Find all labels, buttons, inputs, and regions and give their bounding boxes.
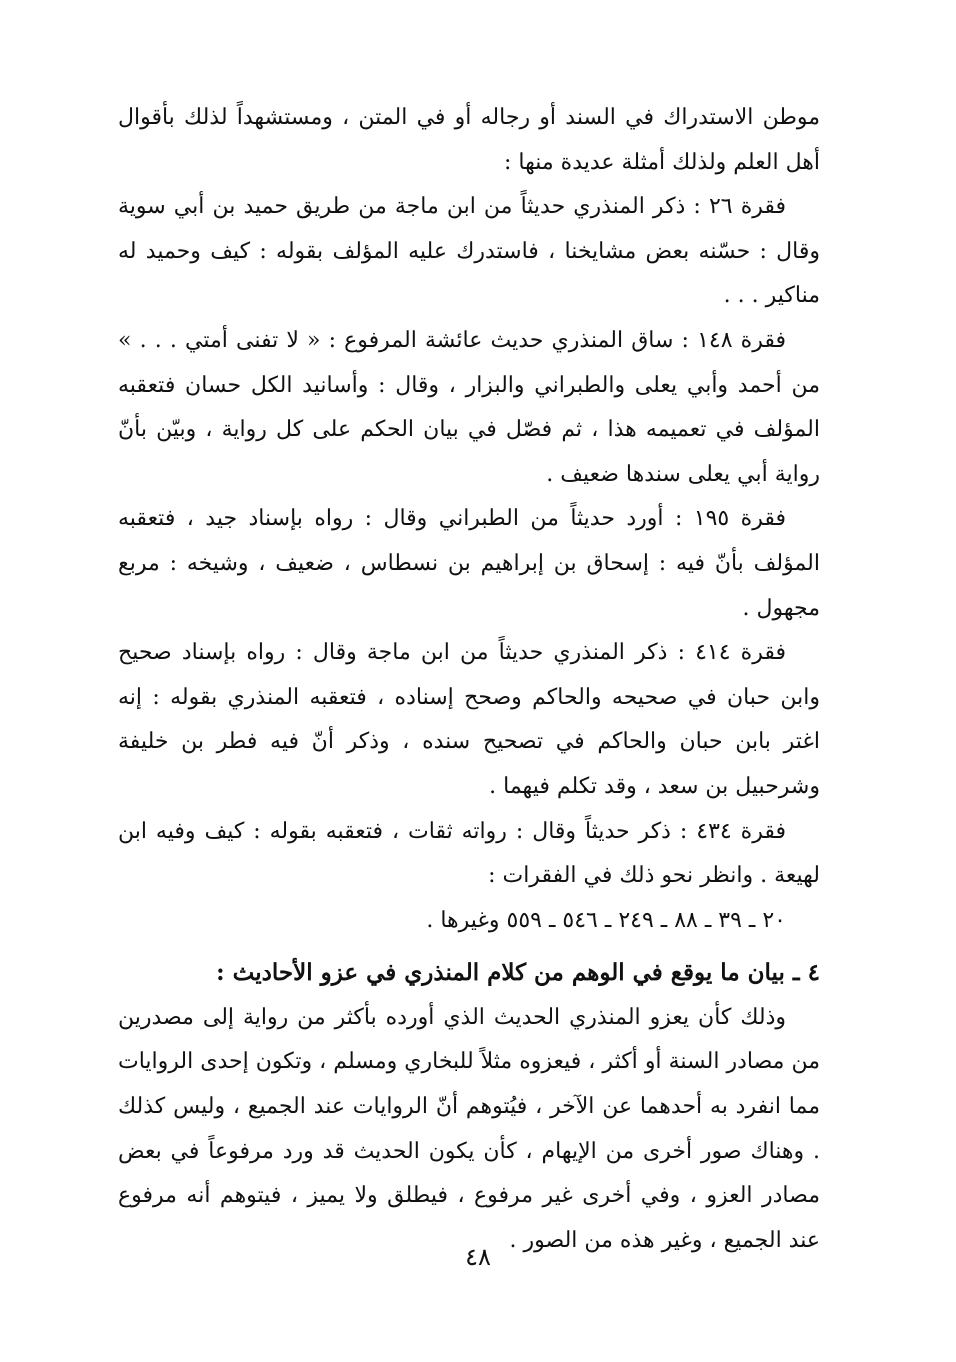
paragraph-faqra-148: فقرة ١٤٨ : ساق المنذري حديث عائشة المرفوع : « لا تفنى أمتي . . . » من أحمد وأبي يعلى والطبراني والبزار ، وقال : وأسانيد الكل حسان فتعقبه المؤلف في تعميمه هذا ، ثم فصّل في بيان الحكم على كل رواية ، وبيّن بأنّ رواية أبي يعلى سندها ضعيف .: [118, 327, 820, 487]
paragraph-intro: موطن الاستدراك في السند أو رجاله أو في المتن ، ومستشهداً لذلك بأقوال أهل العلم ولذلك أمثلة عديدة منها :: [118, 105, 820, 175]
page-number: ٤٨: [465, 1243, 491, 1271]
paragraph-faqra-26: فقرة ٢٦ : ذكر المنذري حديثاً من ابن ماجة من طريق حميد بن أبي سوية وقال : حسّنه بعض مشايخنا ، فاستدرك عليه المؤلف بقوله : كيف وحميد له مناكير . . .: [118, 194, 820, 309]
section-paragraph: وذلك كأن يعزو المنذري الحديث الذي أورده بأكثر من رواية إلى مصدرين من مصادر السنة أو أكثر ، فيعزوه مثلاً للبخاري ومسلم ، وتكون إحدى الروايات مما انفرد به أحدهما عن الآخر ، فيُتوهم أنّ الروايات عند الجميع ، وليس كذلك . وهناك صور أخرى من الإيهام ، كأن يكون الحديث قد ورد مرفوعاً في بعض مصادر العزو ، وفي أخرى غير مرفوع ، فيطلق ولا يميز ، فيتوهم أنه مرفوع عند الجميع ، وغير هذه من الصور .: [118, 1004, 820, 1253]
paragraph-faqra-195: فقرة ١٩٥ : أورد حديثاً من الطبراني وقال : رواه بإسناد جيد ، فتعقبه المؤلف بأنّ فيه : إسحاق بن إبراهيم بن نسطاس ، ضعيف ، وشيخه : مربع مجهول .: [118, 506, 820, 621]
main-text: [118, 96, 820, 1263]
paragraph-faqra-414: فقرة ٤١٤ : ذكر المنذري حديثاً من ابن ماجة وقال : رواه بإسناد صحيح وابن حبان في صحيحه والحاكم وصحح إسناده ، فتعقبه المنذري بقوله : إنه اغتر بابن حبان والحاكم في تصحيح سنده ، وذكر أنّ فيه فطر بن خليفة وشرحبيل بن سعد ، وقد تكلم فيهما .: [118, 640, 820, 799]
paragraph-numbers-list: ٢٠ ـ ٣٩ ـ ٨٨ ـ ٢٤٩ ـ ٥٤٦ ـ ٥٥٩ وغيرها .: [426, 907, 786, 933]
paragraph-faqra-434: فقرة ٤٣٤ : ذكر حديثاً وقال : رواته ثقات ، فتعقبه بقوله : كيف وفيه ابن لهيعة . وانظر نحو ذلك في الفقرات :: [118, 818, 820, 889]
section-heading: ٤ ـ بيان ما يوقع في الوهم من كلام المنذري في عزو الأحاديث :: [216, 959, 820, 987]
